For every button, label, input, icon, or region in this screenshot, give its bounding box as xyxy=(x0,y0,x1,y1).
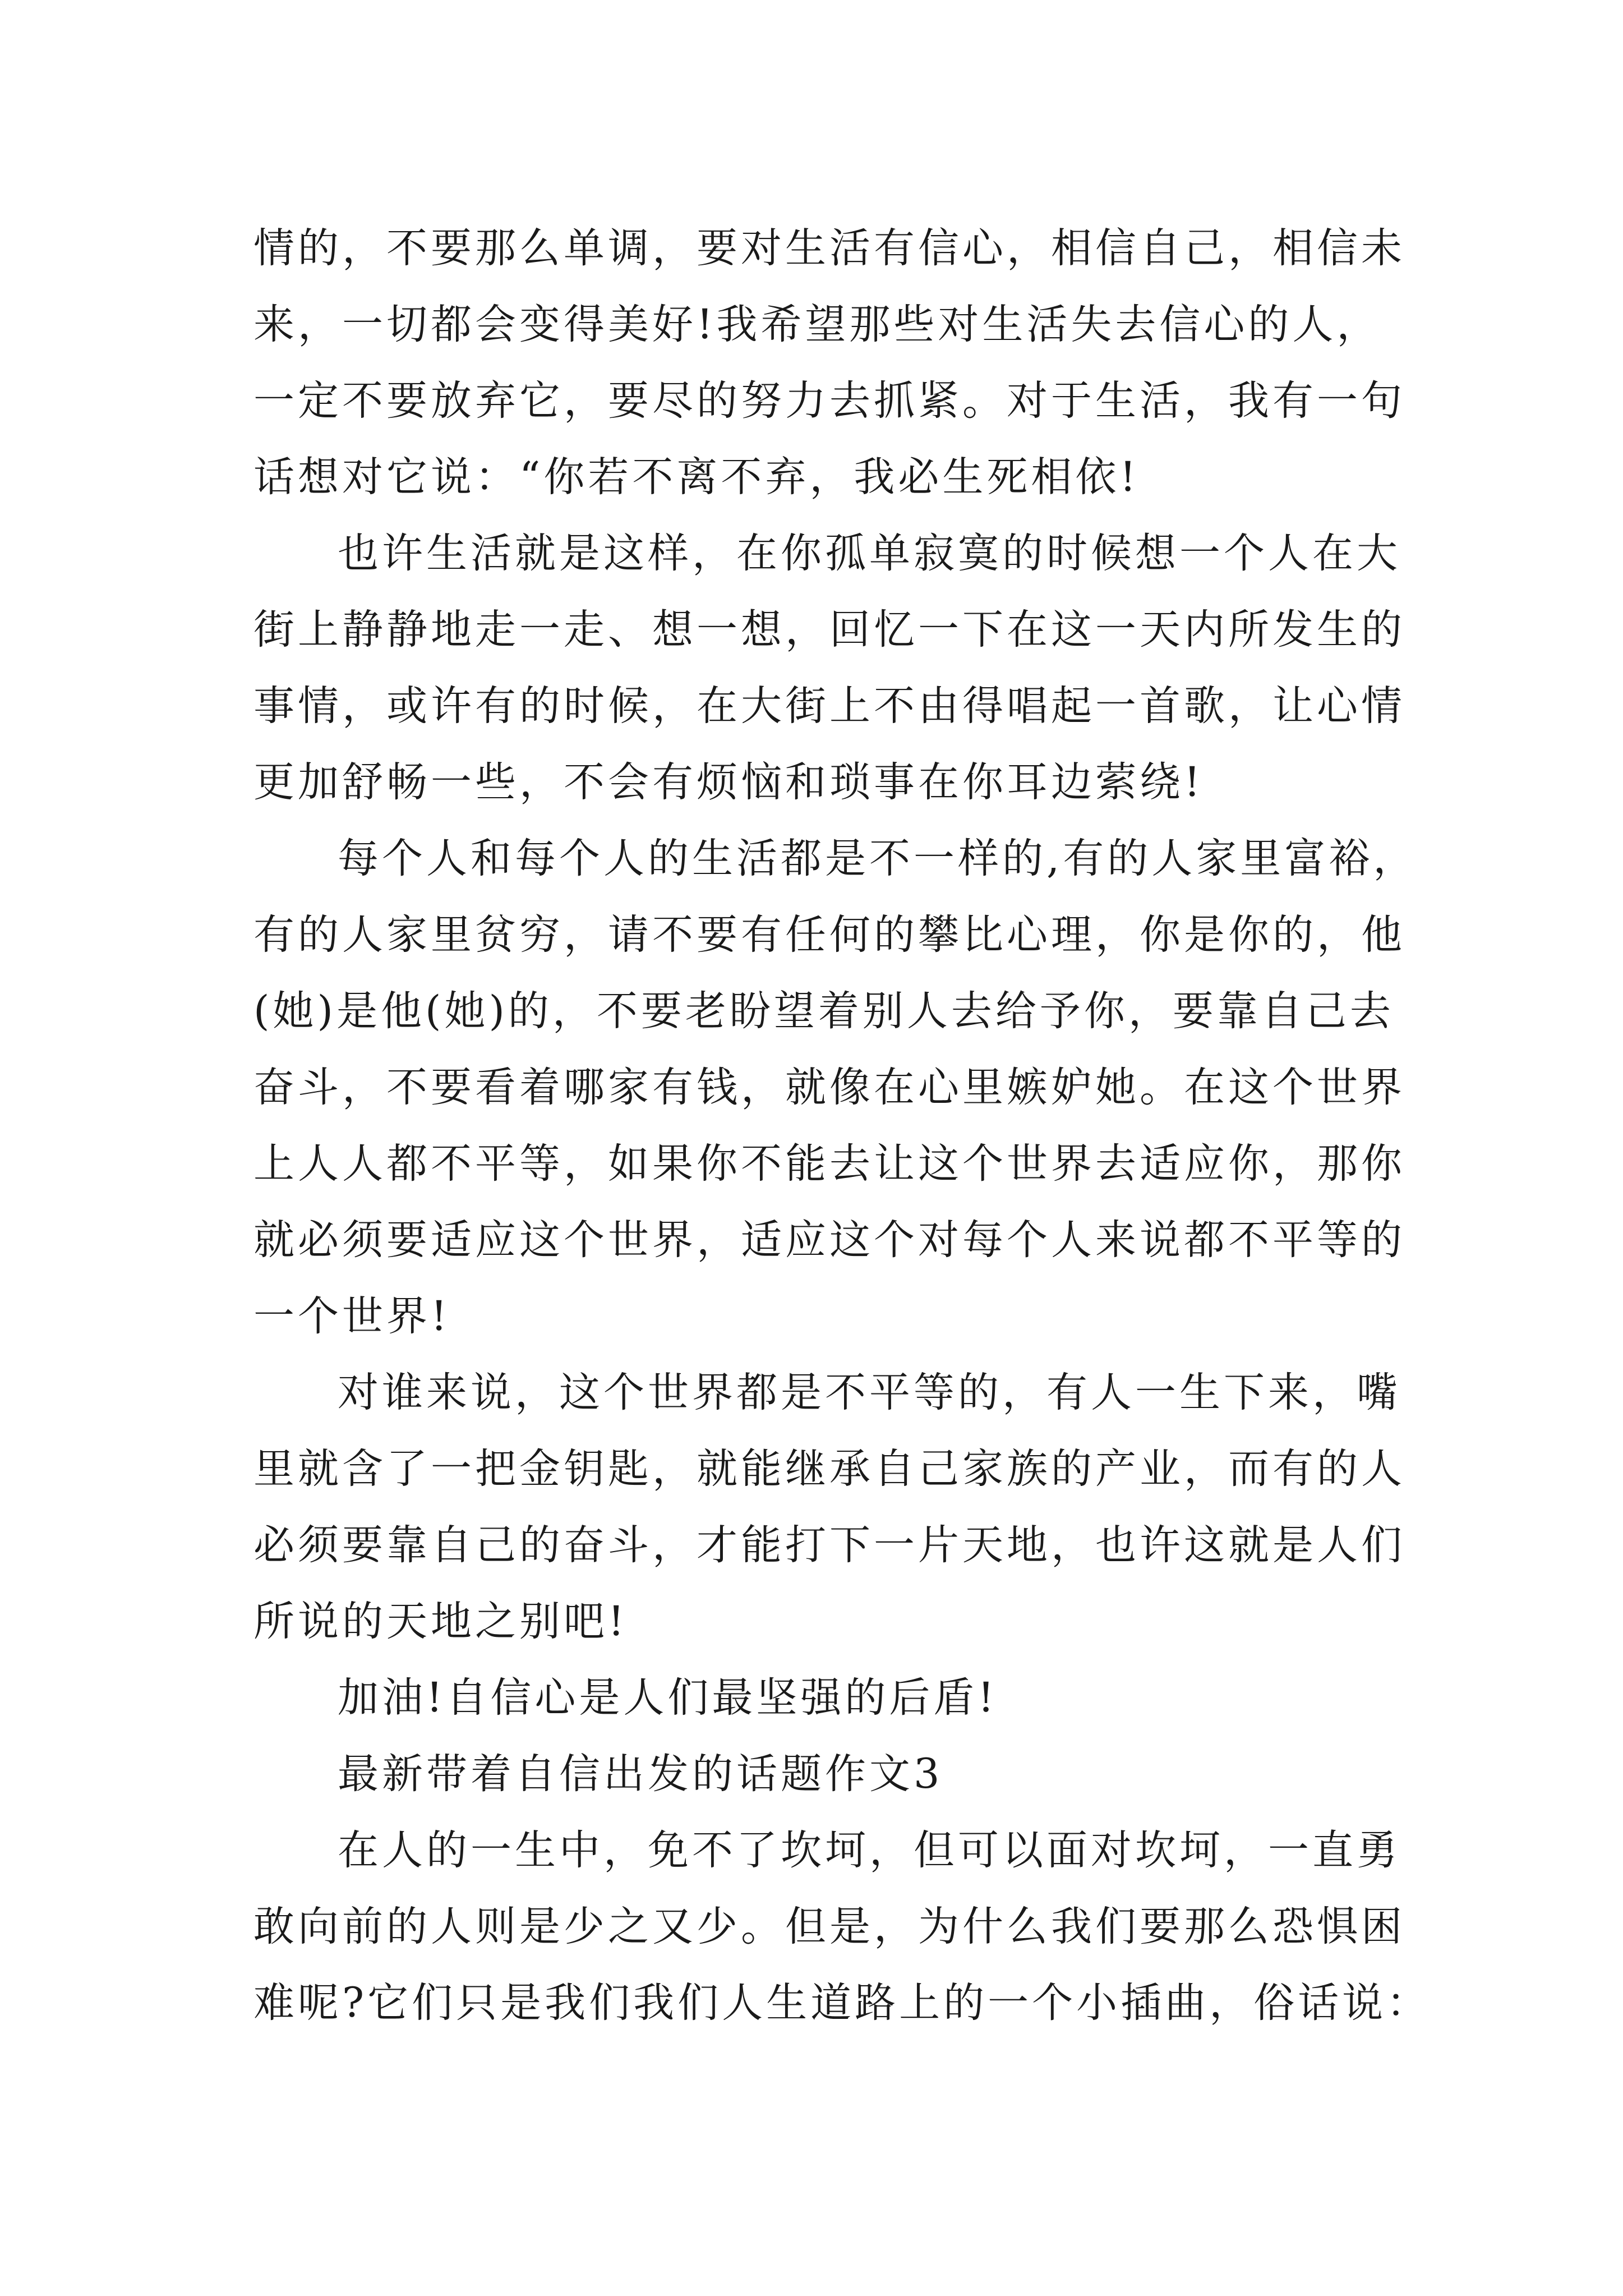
text-line: 有的人家里贫穷，请不要有任何的攀比心理，你是你的，他 xyxy=(253,911,1405,959)
text-line: 来，一切都会变得美好!我希望那些对生活失去信心的人， xyxy=(253,301,1381,348)
text-line: 情的，不要那么单调，要对生活有信心，相信自己，相信未 xyxy=(253,224,1405,272)
paragraph-start-line: 也许生活就是这样，在你孤单寂寞的时候想一个人在大 xyxy=(338,530,1401,577)
text-line: 所说的天地之别吧! xyxy=(253,1598,628,1645)
paragraph-start-line: 在人的一生中，免不了坎坷，但可以面对坎坷，一直勇 xyxy=(338,1826,1401,1874)
text-line: 一定不要放弃它，要尽的努力去抓紧。对于生活，我有一句 xyxy=(253,377,1405,425)
document-body xyxy=(253,210,1431,2041)
text-line: 里就含了一把金钥匙，就能继承自己家族的产业，而有的人 xyxy=(253,1445,1405,1493)
text-line: 更加舒畅一些，不会有烦恼和琐事在你耳边萦绕! xyxy=(253,758,1204,806)
text-line: 一个世界! xyxy=(253,1292,451,1340)
text-line: 难呢?它们只是我们我们人生道路上的一个小插曲，俗话说： xyxy=(253,1979,1431,2027)
paragraph-start-line: 对谁来说，这个世界都是不平等的，有人一生下来，嘴 xyxy=(338,1369,1401,1416)
text-line: 上人人都不平等，如果你不能去让这个世界去适应你，那你 xyxy=(253,1140,1405,1188)
text-line: 必须要靠自己的奋斗，才能打下一片天地，也许这就是人们 xyxy=(253,1521,1405,1569)
text-line: 奋斗，不要看着哪家有钱，就像在心里嫉妒她。在这个世界 xyxy=(253,1064,1405,1111)
text-line: (她)是他(她)的，不要老盼望着别人去给予你，要靠自己去 xyxy=(253,987,1394,1035)
text-line: 敢向前的人则是少之又少。但是，为什么我们要那么恐惧困 xyxy=(253,1903,1405,1950)
text-line: 话想对它说：“你若不离不弃，我必生死相依! xyxy=(253,453,1140,501)
text-line: 街上静静地走一走、想一想，回忆一下在这一天内所发生的 xyxy=(253,606,1405,654)
section-heading: 最新带着自信出发的话题作文3 xyxy=(338,1750,943,1798)
text-line: 就必须要适应这个世界，适应这个对每个人来说都不平等的 xyxy=(253,1216,1405,1264)
text-line: 事情，或许有的时候，在大街上不由得唱起一首歌，让心情 xyxy=(253,682,1405,730)
paragraph-start-line: 每个人和每个人的生活都是不一样的,有的人家里富裕， xyxy=(338,835,1418,882)
paragraph-start-line: 加油!自信心是人们最坚强的后盾! xyxy=(338,1674,998,1722)
